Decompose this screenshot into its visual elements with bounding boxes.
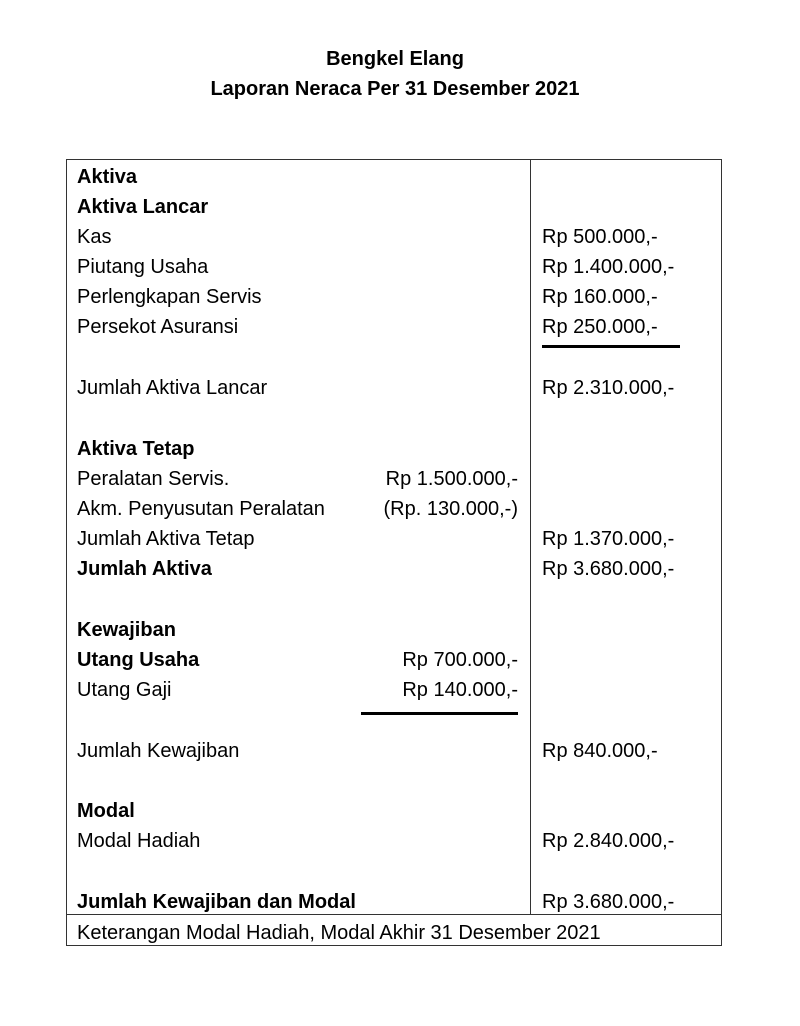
- total-amount: Rp 3.680.000,-: [542, 891, 675, 913]
- utang-gaji-amount: Rp 140.000,-: [402, 679, 518, 701]
- utang-usaha-label: Utang Usaha: [77, 649, 200, 671]
- jumlah-aktiva-label: Jumlah Aktiva: [77, 558, 212, 580]
- modal-hadiah-label: Modal Hadiah: [77, 830, 201, 852]
- column-divider: [530, 159, 531, 915]
- modal-hadiah-amount: Rp 2.840.000,-: [542, 830, 675, 852]
- jumlah-lancar-label: Jumlah Aktiva Lancar: [77, 377, 268, 399]
- persekot-amount: Rp 250.000,-: [542, 316, 658, 338]
- company-name: Bengkel Elang: [326, 48, 464, 70]
- peralatan-amount: Rp 1.500.000,-: [385, 468, 518, 490]
- piutang-label: Piutang Usaha: [77, 256, 209, 278]
- aktiva-tetap-heading: Aktiva Tetap: [77, 438, 195, 460]
- report-title: Laporan Neraca Per 31 Desember 2021: [210, 78, 580, 100]
- jumlah-tetap-amount: Rp 1.370.000,-: [542, 528, 675, 550]
- jumlah-kewajiban-amount: Rp 840.000,-: [542, 740, 658, 762]
- utang-usaha-amount: Rp 700.000,-: [402, 649, 518, 671]
- akumulasi-amount: (Rp. 130.000,-): [383, 498, 518, 520]
- piutang-amount: Rp 1.400.000,-: [542, 256, 675, 278]
- footer-note: Keterangan Modal Hadiah, Modal Akhir 31 Desember 2021: [77, 922, 601, 944]
- modal-heading: Modal: [77, 800, 135, 822]
- perlengkapan-label: Perlengkapan Servis: [77, 286, 262, 308]
- aktiva-lancar-heading: Aktiva Lancar: [77, 196, 209, 218]
- total-label: Jumlah Kewajiban dan Modal: [77, 891, 356, 913]
- jumlah-tetap-label: Jumlah Aktiva Tetap: [77, 528, 255, 550]
- subtotal-underline: [542, 345, 680, 348]
- kas-label: Kas: [77, 226, 112, 248]
- kas-amount: Rp 500.000,-: [542, 226, 658, 248]
- jumlah-aktiva-amount: Rp 3.680.000,-: [542, 558, 675, 580]
- subtotal-underline: [361, 712, 518, 715]
- aktiva-heading: Aktiva: [77, 166, 138, 188]
- perlengkapan-amount: Rp 160.000,-: [542, 286, 658, 308]
- persekot-label: Persekot Asuransi: [77, 316, 239, 338]
- jumlah-kewajiban-label: Jumlah Kewajiban: [77, 740, 240, 762]
- akumulasi-label: Akm. Penyusutan Peralatan: [77, 498, 325, 520]
- kewajiban-heading: Kewajiban: [77, 619, 176, 641]
- jumlah-lancar-amount: Rp 2.310.000,-: [542, 377, 675, 399]
- utang-gaji-label: Utang Gaji: [77, 679, 172, 701]
- peralatan-label: Peralatan Servis.: [77, 468, 230, 490]
